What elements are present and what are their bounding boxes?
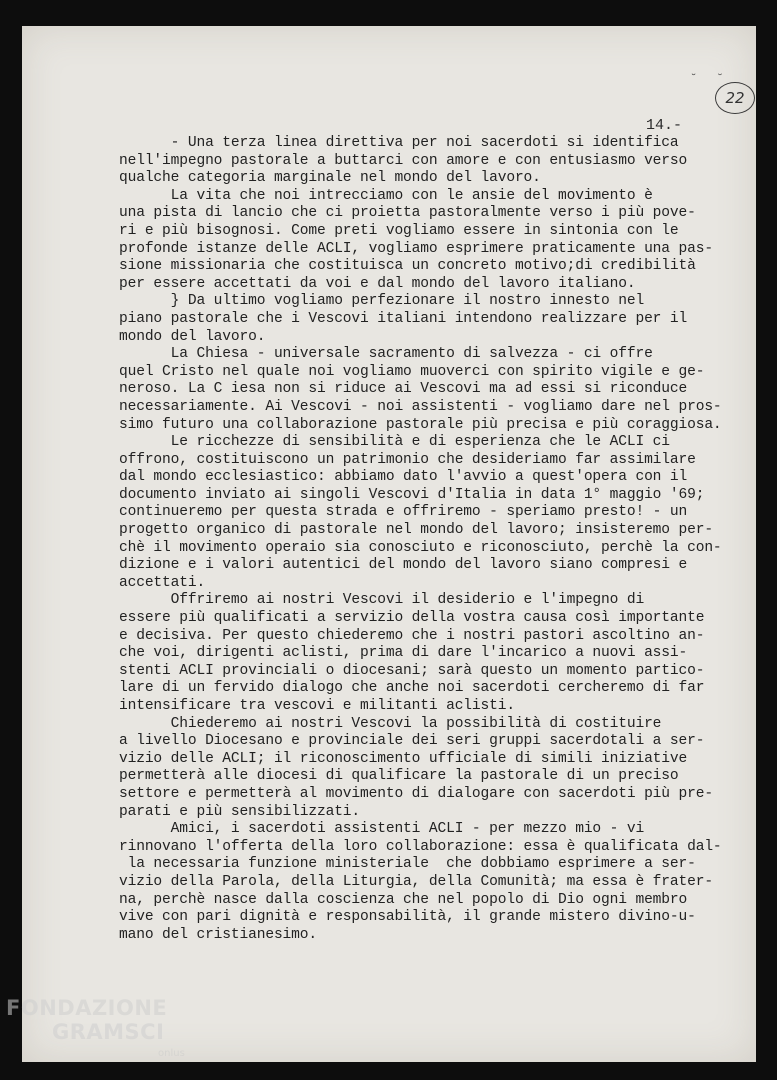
text-line: Amici, i sacerdoti assistenti ACLI - per mezzo mio - vi xyxy=(119,821,645,838)
watermark-line1: FONDAZIONE xyxy=(6,996,168,1020)
text-line: e decisiva. Per questo chiederemo che i nostri pastori ascoltino an- xyxy=(119,627,705,644)
text-line: stenti ACLI provinciali o diocesani; sarà questo un momento partico- xyxy=(119,662,705,679)
text-line: simo futuro una collaborazione pastorale più precisa e più coraggiosa. xyxy=(119,416,722,433)
text-line: dal mondo ecclesiastico: abbiamo dato l'avvio a quest'opera con il xyxy=(119,469,688,486)
page-number: 14.- xyxy=(646,117,683,134)
text-line: a livello Diocesano e provinciale dei seri gruppi sacerdotali a ser- xyxy=(119,733,705,750)
text-line: La vita che noi intrecciamo con le ansie del movimento è xyxy=(119,187,653,204)
text-line: qualche categoria marginale nel mondo del lavoro. xyxy=(119,170,541,187)
text-line: neroso. La C iesa non si riduce ai Vescovi ma ad essi si riconduce xyxy=(119,381,688,398)
text-line: vizio delle ACLI; il riconoscimento ufficiale di simili iniziative xyxy=(119,750,688,767)
text-line: per essere accettati da voi e dal mondo del lavoro italiano. xyxy=(119,275,636,292)
text-line: Offriremo ai nostri Vescovi il desiderio e l'impegno di xyxy=(119,592,645,609)
archive-number-stamp: 22 xyxy=(715,82,755,114)
text-line: essere più qualificati a servizio della vostra causa così importante xyxy=(119,610,705,627)
text-line: nell'impegno pastorale a buttarci con amore e con entusiasmo verso xyxy=(119,152,688,169)
text-line: permetterà alle diocesi di qualificare la pastorale di un preciso xyxy=(119,768,679,785)
text-line: } Da ultimo vogliamo perfezionare il nostro innesto nel xyxy=(119,293,645,310)
text-line: la necessaria funzione ministeriale che dobbiamo esprimere a ser- xyxy=(119,856,696,873)
fondazione-gramsci-watermark xyxy=(0,994,200,1080)
text-line: sione missionaria che costituisca un concreto motivo;di credibilità xyxy=(119,258,696,275)
text-line: progetto organico di pastorale nel mondo del lavoro; insisteremo per- xyxy=(119,522,713,539)
text-line: intensificare tra vescovi e militanti aclisti. xyxy=(119,698,515,714)
text-line: lare di un fervido dialogo che anche noi sacerdoti cercheremo di far xyxy=(119,680,705,697)
text-line: parati e più sensibilizzati. xyxy=(119,803,361,820)
text-line: accettati. xyxy=(119,574,206,591)
text-line: settore e permetterà al movimento di dialogare con sacerdoti più pre- xyxy=(119,785,713,802)
text-line: vizio della Parola, della Liturgia, della Comunità; ma essa è frater- xyxy=(119,873,713,890)
text-line: offrono, costituiscono un patrimonio che desideriamo far assimilare xyxy=(119,451,696,468)
text-line: vive con pari dignità e responsabilità, il grande mistero divino-u- xyxy=(119,909,696,926)
text-line: quel Cristo nel quale noi vogliamo muoverci con spirito vigile e ge- xyxy=(119,363,705,380)
watermark-line2: GRAMSCI xyxy=(52,1020,165,1044)
text-line: documento inviato ai singoli Vescovi d'Italia in data 1° maggio '69; xyxy=(119,486,705,503)
text-line: mano del cristianesimo. xyxy=(119,926,317,943)
text-line: chè il movimento operaio sia conosciuto e riconosciuto, perchè la con- xyxy=(119,539,722,556)
text-line: na, perchè nasce dalla coscienza che nel popolo di Dio ogni membro xyxy=(119,891,688,908)
text-line: - Una terza linea direttiva per noi sacerdoti si identifica xyxy=(119,135,679,151)
text-line: continueremo per questa strada e offriremo - speriamo presto! - un xyxy=(119,504,688,521)
text-line: una pista di lancio che ci proietta pastoralmente verso i più pove- xyxy=(119,205,696,222)
text-line: dizione e i valori autentici del mondo del lavoro siano compresi e xyxy=(119,557,688,574)
text-line: necessariamente. Ai Vescovi - noi assistenti - vogliamo dare nel pros- xyxy=(119,398,722,415)
watermark-subtitle: onlus xyxy=(158,1048,185,1059)
text-line: rinnovano l'offerta della loro collaborazione: essa è qualificata dal- xyxy=(119,838,722,855)
text-line: Chiederemo ai nostri Vescovi la possibilità di costituire xyxy=(119,715,662,732)
text-line: ri e più bisognosi. Come preti vogliamo essere in sintonia con le xyxy=(119,222,679,239)
text-line: che voi, dirigenti aclisti, prima di dare l'incarico a nuovi assi- xyxy=(119,645,688,662)
typewritten-body xyxy=(119,135,759,944)
text-line: piano pastorale che i Vescovi italiani intendono realizzare per il xyxy=(119,310,688,327)
margin-marks: ˘ ˘ xyxy=(690,72,730,86)
text-line: La Chiesa - universale sacramento di salvezza - ci offre xyxy=(119,346,653,363)
text-line: profonde istanze delle ACLI, vogliamo esprimere praticamente una pas- xyxy=(119,240,713,257)
text-line: mondo del lavoro. xyxy=(119,328,266,345)
text-line: Le ricchezze di sensibilità e di esperienza che le ACLI ci xyxy=(119,434,670,451)
document-page xyxy=(22,26,756,1062)
